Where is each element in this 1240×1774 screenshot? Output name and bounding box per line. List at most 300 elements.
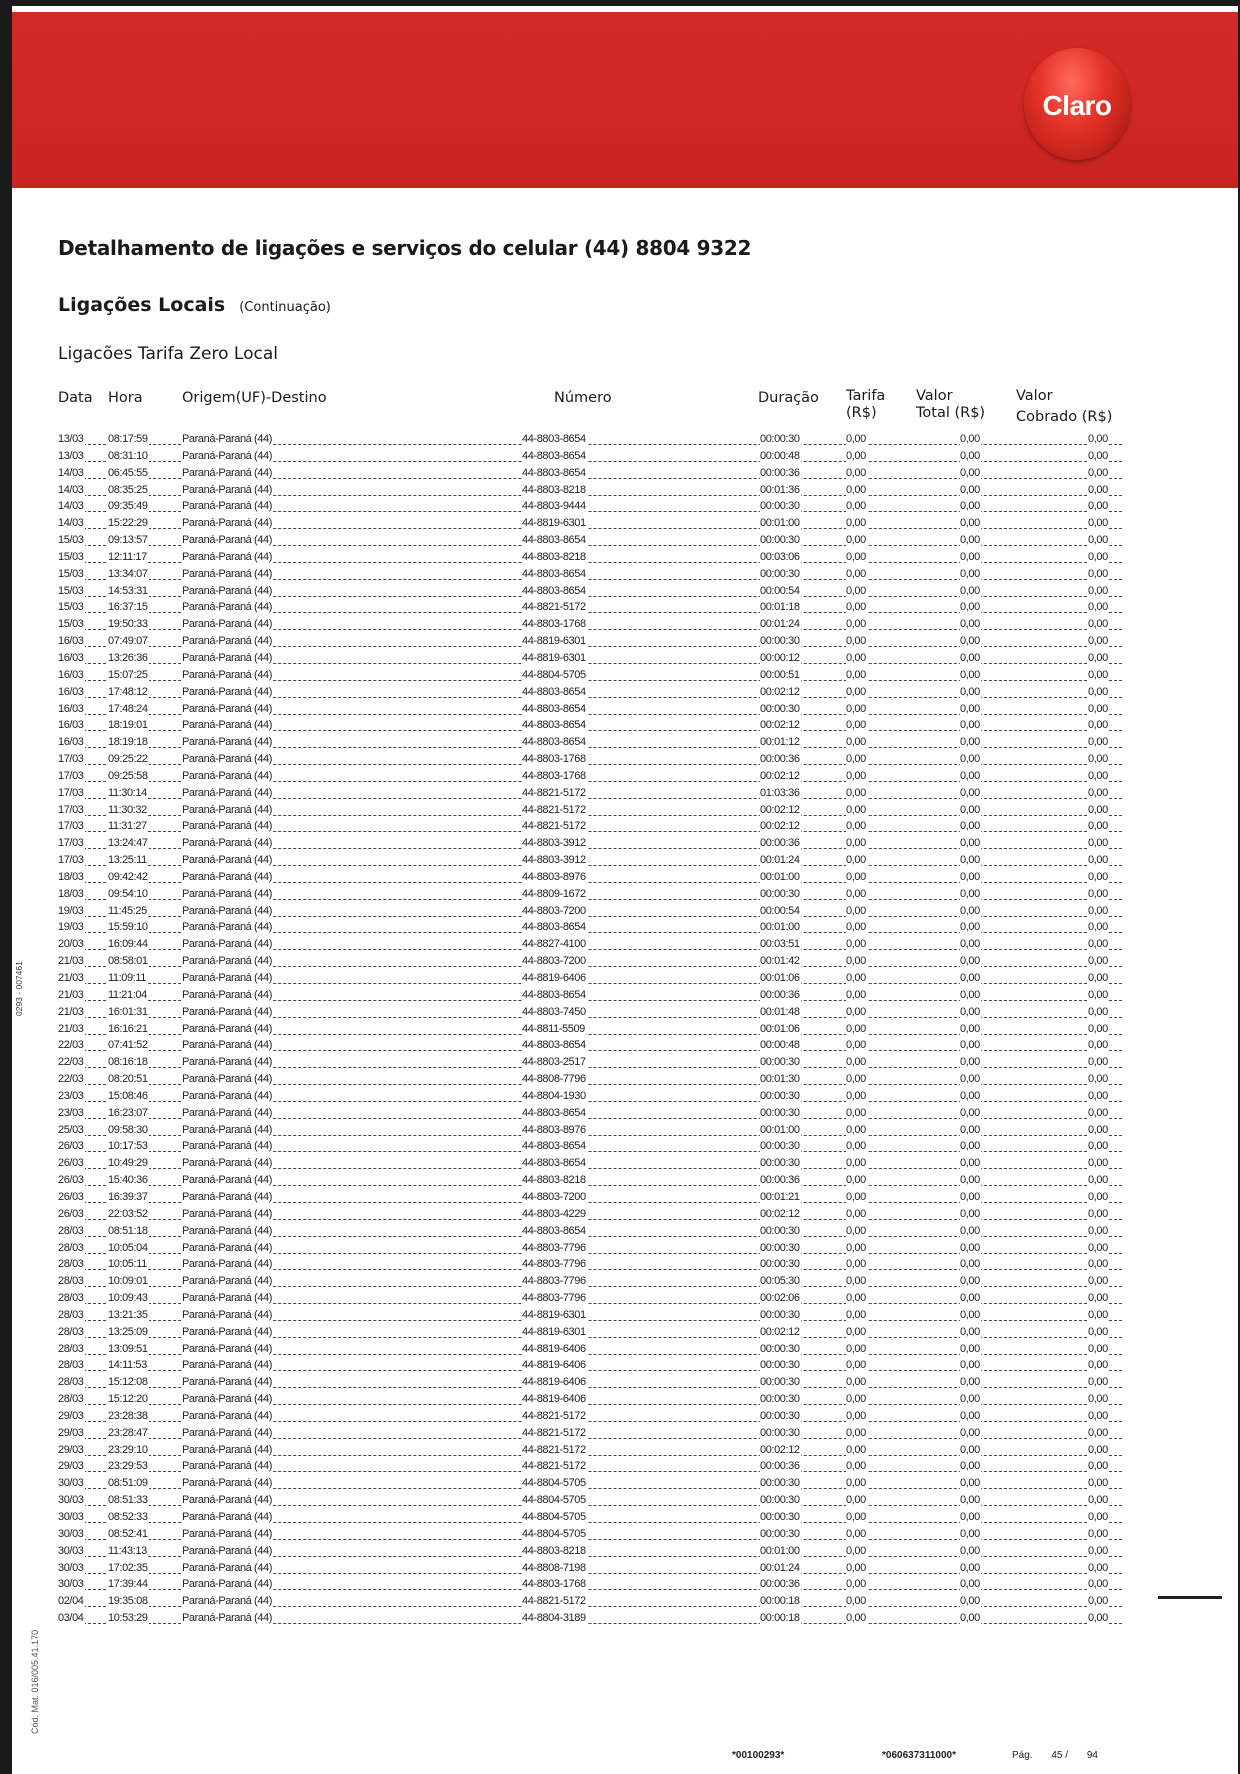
cell-number: 44-8803-8218 bbox=[522, 1174, 586, 1187]
cell-number: 44-8803-8654 bbox=[522, 534, 586, 547]
cell-tariff: 0,00 bbox=[846, 753, 866, 766]
cell-charged: 0,00 bbox=[1088, 887, 1108, 900]
cell-tariff: 0,00 bbox=[846, 1595, 866, 1608]
table-row bbox=[12, 516, 1238, 533]
cell-duration: 00:00:30 bbox=[760, 1511, 800, 1523]
cell-duration: 00:00:30 bbox=[760, 1477, 800, 1490]
cell-number: 44-8804-5705 bbox=[522, 1477, 586, 1490]
cell-origin: Paraná-Paraná (44) bbox=[182, 955, 273, 968]
cell-total: 0,00 bbox=[960, 1292, 980, 1305]
cell-charged: 0,00 bbox=[1088, 1056, 1108, 1069]
cell-time: 15:40:36 bbox=[108, 1174, 148, 1187]
table-row bbox=[12, 1358, 1238, 1375]
cell-date: 21/03 bbox=[58, 955, 84, 968]
cell-number: 44-8803-8218 bbox=[522, 483, 586, 496]
cell-date: 30/03 bbox=[58, 1527, 84, 1540]
table-row bbox=[12, 1594, 1238, 1611]
cell-number: 44-8803-8654 bbox=[522, 685, 586, 698]
cell-origin: Paraná-Paraná (44) bbox=[182, 1308, 273, 1321]
cell-total: 0,00 bbox=[960, 1207, 980, 1220]
cell-date: 29/03 bbox=[58, 1409, 84, 1422]
cell-duration: 00:00:30 bbox=[760, 702, 800, 715]
cell-duration: 00:00:30 bbox=[760, 1157, 800, 1170]
table-row bbox=[12, 1224, 1238, 1241]
cell-charged: 0,00 bbox=[1088, 1409, 1108, 1422]
cell-number: 44-8803-8218 bbox=[522, 1544, 586, 1557]
cell-number: 44-8821-5172 bbox=[522, 1595, 586, 1608]
table-row bbox=[12, 937, 1238, 954]
cell-origin: Paraná-Paraná (44) bbox=[182, 1174, 273, 1187]
table-row bbox=[12, 449, 1238, 466]
cell-time: 17:48:12 bbox=[108, 685, 148, 698]
cell-time: 09:58:30 bbox=[108, 1123, 148, 1136]
table-row bbox=[12, 1139, 1238, 1156]
cell-tariff: 0,00 bbox=[846, 618, 866, 631]
cell-tariff: 0,00 bbox=[846, 803, 866, 816]
cell-origin: Paraná-Paraná (44) bbox=[182, 1022, 273, 1035]
cell-charged: 0,00 bbox=[1088, 584, 1108, 597]
table-row bbox=[12, 668, 1238, 685]
cell-origin: Paraná-Paraná (44) bbox=[182, 837, 273, 850]
cell-origin: Paraná-Paraná (44) bbox=[182, 517, 273, 530]
cell-number: 44-8803-8654 bbox=[522, 988, 586, 1001]
cell-total: 0,00 bbox=[960, 1409, 980, 1422]
table-row bbox=[12, 971, 1238, 988]
cell-total: 0,00 bbox=[960, 1426, 980, 1439]
cell-number: 44-8803-8976 bbox=[522, 870, 586, 883]
cell-duration: 00:02:12 bbox=[760, 803, 800, 816]
cell-date: 15/03 bbox=[58, 567, 84, 580]
cell-total: 0,00 bbox=[960, 1443, 980, 1456]
cell-number: 44-8821-5172 bbox=[522, 786, 586, 799]
table-row bbox=[12, 1510, 1238, 1527]
cell-date: 30/03 bbox=[58, 1494, 84, 1507]
cell-total: 0,00 bbox=[960, 1393, 980, 1406]
cell-charged: 0,00 bbox=[1088, 1511, 1108, 1523]
cell-time: 16:23:07 bbox=[108, 1106, 148, 1119]
cell-number: 44-8803-8654 bbox=[522, 921, 586, 934]
table-row bbox=[12, 803, 1238, 820]
cell-tariff: 0,00 bbox=[846, 1359, 866, 1372]
cell-duration: 00:00:30 bbox=[760, 1056, 800, 1069]
cell-date: 18/03 bbox=[58, 870, 84, 883]
cell-time: 16:09:44 bbox=[108, 938, 148, 951]
cell-charged: 0,00 bbox=[1088, 1342, 1108, 1355]
cell-charged: 0,00 bbox=[1088, 988, 1108, 1001]
cell-date: 28/03 bbox=[58, 1393, 84, 1406]
cell-origin: Paraná-Paraná (44) bbox=[182, 449, 273, 462]
table-row bbox=[12, 1089, 1238, 1106]
cell-duration: 00:00:36 bbox=[760, 837, 800, 850]
table-row bbox=[12, 1409, 1238, 1426]
cell-duration: 00:02:12 bbox=[760, 769, 800, 782]
cell-number: 44-8803-7200 bbox=[522, 955, 586, 968]
cell-origin: Paraná-Paraná (44) bbox=[182, 1157, 273, 1170]
cell-tariff: 0,00 bbox=[846, 1073, 866, 1086]
col-date: Data bbox=[58, 390, 93, 406]
cell-time: 10:09:01 bbox=[108, 1275, 148, 1288]
table-row bbox=[12, 702, 1238, 719]
cell-time: 08:52:33 bbox=[108, 1511, 148, 1523]
cell-duration: 00:02:12 bbox=[760, 1325, 800, 1338]
cell-charged: 0,00 bbox=[1088, 1578, 1108, 1591]
cell-total: 0,00 bbox=[960, 736, 980, 749]
cell-number: 44-8803-8654 bbox=[522, 433, 586, 445]
cell-total: 0,00 bbox=[960, 1612, 980, 1625]
cell-origin: Paraná-Paraná (44) bbox=[182, 1393, 273, 1406]
cell-charged: 0,00 bbox=[1088, 1157, 1108, 1170]
cell-time: 12:11:17 bbox=[108, 550, 147, 563]
cell-charged: 0,00 bbox=[1088, 1275, 1108, 1288]
cell-origin: Paraná-Paraná (44) bbox=[182, 1140, 273, 1153]
cell-duration: 00:00:30 bbox=[760, 1527, 800, 1540]
cell-tariff: 0,00 bbox=[846, 601, 866, 614]
cell-total: 0,00 bbox=[960, 1511, 980, 1523]
cell-number: 44-8821-5172 bbox=[522, 1409, 586, 1422]
cell-date: 22/03 bbox=[58, 1073, 84, 1086]
cell-duration: 00:02:06 bbox=[760, 1292, 800, 1305]
cell-duration: 00:00:30 bbox=[760, 1089, 800, 1102]
cell-number: 44-8803-7450 bbox=[522, 1005, 586, 1018]
cell-origin: Paraná-Paraná (44) bbox=[182, 433, 273, 445]
cell-charged: 0,00 bbox=[1088, 1612, 1108, 1625]
cell-total: 0,00 bbox=[960, 938, 980, 951]
cell-origin: Paraná-Paraná (44) bbox=[182, 1325, 273, 1338]
cell-origin: Paraná-Paraná (44) bbox=[182, 601, 273, 614]
col-charged-line1: Valor bbox=[1016, 388, 1053, 404]
cell-number: 44-8804-5705 bbox=[522, 1511, 586, 1523]
cell-time: 22:03:52 bbox=[108, 1207, 148, 1220]
cell-duration: 00:01:18 bbox=[760, 601, 800, 614]
cell-origin: Paraná-Paraná (44) bbox=[182, 1595, 273, 1608]
cell-origin: Paraná-Paraná (44) bbox=[182, 1409, 273, 1422]
table-row bbox=[12, 1561, 1238, 1578]
cell-number: 44-8821-5172 bbox=[522, 803, 586, 816]
cell-time: 10:05:04 bbox=[108, 1241, 148, 1254]
cell-duration: 00:00:36 bbox=[760, 1460, 800, 1473]
cell-total: 0,00 bbox=[960, 955, 980, 968]
cell-origin: Paraná-Paraná (44) bbox=[182, 1241, 273, 1254]
cell-duration: 00:02:12 bbox=[760, 1207, 800, 1220]
col-time: Hora bbox=[108, 390, 143, 406]
cell-number: 44-8819-6406 bbox=[522, 1393, 586, 1406]
cell-number: 44-8808-7198 bbox=[522, 1561, 586, 1574]
cell-total: 0,00 bbox=[960, 1174, 980, 1187]
table-row bbox=[12, 1291, 1238, 1308]
section-note: (Continuação) bbox=[239, 300, 331, 315]
cell-total: 0,00 bbox=[960, 1056, 980, 1069]
table-row bbox=[12, 1156, 1238, 1173]
cell-origin: Paraná-Paraná (44) bbox=[182, 1460, 273, 1473]
cell-duration: 00:00:30 bbox=[760, 887, 800, 900]
cell-time: 18:19:01 bbox=[108, 719, 148, 732]
cell-tariff: 0,00 bbox=[846, 517, 866, 530]
cell-date: 15/03 bbox=[58, 618, 84, 631]
cell-duration: 00:00:54 bbox=[760, 904, 800, 917]
cell-charged: 0,00 bbox=[1088, 904, 1108, 917]
cell-date: 21/03 bbox=[58, 972, 84, 984]
cell-date: 17/03 bbox=[58, 854, 84, 867]
cell-date: 30/03 bbox=[58, 1511, 84, 1523]
cell-origin: Paraná-Paraná (44) bbox=[182, 668, 273, 681]
table-row bbox=[12, 954, 1238, 971]
cell-number: 44-8821-5172 bbox=[522, 1460, 586, 1473]
table-row bbox=[12, 1072, 1238, 1089]
cell-total: 0,00 bbox=[960, 820, 980, 833]
cell-charged: 0,00 bbox=[1088, 769, 1108, 782]
table-row bbox=[12, 634, 1238, 651]
table-row bbox=[12, 1342, 1238, 1359]
cell-date: 21/03 bbox=[58, 988, 84, 1001]
cell-tariff: 0,00 bbox=[846, 904, 866, 917]
table-row bbox=[12, 600, 1238, 617]
page-title: Detalhamento de ligações e serviços do celular (44) 8804 9322 bbox=[58, 236, 752, 260]
cell-duration: 00:00:48 bbox=[760, 449, 800, 462]
cell-charged: 0,00 bbox=[1088, 500, 1108, 513]
cell-duration: 00:00:18 bbox=[760, 1595, 800, 1608]
col-charged-line2: Cobrado (R$) bbox=[1016, 409, 1113, 425]
cell-charged: 0,00 bbox=[1088, 601, 1108, 614]
cell-origin: Paraná-Paraná (44) bbox=[182, 1039, 273, 1052]
cell-number: 44-8803-7200 bbox=[522, 904, 586, 917]
cell-duration: 00:01:24 bbox=[760, 1561, 800, 1574]
table-row bbox=[12, 1577, 1238, 1594]
cell-time: 16:16:21 bbox=[108, 1022, 148, 1035]
cell-tariff: 0,00 bbox=[846, 1409, 866, 1422]
cell-number: 44-8803-3912 bbox=[522, 837, 586, 850]
cell-number: 44-8803-8654 bbox=[522, 449, 586, 462]
cell-date: 17/03 bbox=[58, 786, 84, 799]
cell-time: 08:17:59 bbox=[108, 433, 148, 445]
cell-date: 25/03 bbox=[58, 1123, 84, 1136]
cell-origin: Paraná-Paraná (44) bbox=[182, 618, 273, 631]
cell-duration: 00:01:00 bbox=[760, 921, 800, 934]
cell-number: 44-8819-6301 bbox=[522, 635, 586, 648]
cell-duration: 00:01:00 bbox=[760, 1544, 800, 1557]
cell-date: 16/03 bbox=[58, 736, 84, 749]
cell-tariff: 0,00 bbox=[846, 921, 866, 934]
cell-total: 0,00 bbox=[960, 921, 980, 934]
cell-duration: 00:00:36 bbox=[760, 988, 800, 1001]
cell-total: 0,00 bbox=[960, 1460, 980, 1473]
cell-charged: 0,00 bbox=[1088, 921, 1108, 934]
table-row bbox=[12, 904, 1238, 921]
page-total: 94 bbox=[1086, 1750, 1098, 1761]
cell-total: 0,00 bbox=[960, 1241, 980, 1254]
cell-date: 26/03 bbox=[58, 1174, 84, 1187]
cell-charged: 0,00 bbox=[1088, 1039, 1108, 1052]
cell-origin: Paraná-Paraná (44) bbox=[182, 1207, 273, 1220]
cell-duration: 00:00:30 bbox=[760, 1241, 800, 1254]
cell-tariff: 0,00 bbox=[846, 635, 866, 648]
cell-tariff: 0,00 bbox=[846, 1342, 866, 1355]
cell-origin: Paraná-Paraná (44) bbox=[182, 719, 273, 732]
cell-total: 0,00 bbox=[960, 1140, 980, 1153]
cell-total: 0,00 bbox=[960, 972, 980, 984]
cell-date: 28/03 bbox=[58, 1292, 84, 1305]
cell-time: 11:43:13 bbox=[108, 1544, 147, 1557]
cell-time: 23:28:38 bbox=[108, 1409, 148, 1422]
cell-origin: Paraná-Paraná (44) bbox=[182, 1494, 273, 1507]
cell-charged: 0,00 bbox=[1088, 1123, 1108, 1136]
cell-charged: 0,00 bbox=[1088, 702, 1108, 715]
cell-tariff: 0,00 bbox=[846, 870, 866, 883]
cell-duration: 00:00:54 bbox=[760, 584, 800, 597]
table-row bbox=[12, 1038, 1238, 1055]
cell-origin: Paraná-Paraná (44) bbox=[182, 1005, 273, 1018]
cell-charged: 0,00 bbox=[1088, 870, 1108, 883]
cell-charged: 0,00 bbox=[1088, 550, 1108, 563]
cell-time: 13:09:51 bbox=[108, 1342, 148, 1355]
cell-total: 0,00 bbox=[960, 803, 980, 816]
cell-duration: 00:01:36 bbox=[760, 483, 800, 496]
cell-origin: Paraná-Paraná (44) bbox=[182, 887, 273, 900]
cell-date: 22/03 bbox=[58, 1056, 84, 1069]
table-row bbox=[12, 1123, 1238, 1140]
cell-origin: Paraná-Paraná (44) bbox=[182, 736, 273, 749]
cell-total: 0,00 bbox=[960, 1578, 980, 1591]
cell-charged: 0,00 bbox=[1088, 517, 1108, 530]
cell-origin: Paraná-Paraná (44) bbox=[182, 567, 273, 580]
cell-number: 44-8804-3189 bbox=[522, 1612, 586, 1625]
cell-charged: 0,00 bbox=[1088, 567, 1108, 580]
cell-number: 44-8809-1672 bbox=[522, 887, 586, 900]
cell-tariff: 0,00 bbox=[846, 550, 866, 563]
cell-charged: 0,00 bbox=[1088, 1376, 1108, 1389]
cell-time: 17:48:24 bbox=[108, 702, 148, 715]
cell-total: 0,00 bbox=[960, 1089, 980, 1102]
cell-number: 44-8804-5705 bbox=[522, 1527, 586, 1540]
cell-tariff: 0,00 bbox=[846, 1477, 866, 1490]
cell-charged: 0,00 bbox=[1088, 786, 1108, 799]
table-row bbox=[12, 1392, 1238, 1409]
cell-date: 17/03 bbox=[58, 820, 84, 833]
cell-number: 44-8804-5705 bbox=[522, 668, 586, 681]
cell-duration: 00:02:12 bbox=[760, 820, 800, 833]
cell-tariff: 0,00 bbox=[846, 1106, 866, 1119]
cell-charged: 0,00 bbox=[1088, 736, 1108, 749]
cell-origin: Paraná-Paraná (44) bbox=[182, 1527, 273, 1540]
table-row bbox=[12, 1426, 1238, 1443]
cell-number: 44-8803-2517 bbox=[522, 1056, 586, 1069]
cell-origin: Paraná-Paraná (44) bbox=[182, 803, 273, 816]
control-code: 0293 - 007461 bbox=[14, 961, 24, 1016]
cell-total: 0,00 bbox=[960, 1224, 980, 1237]
cell-origin: Paraná-Paraná (44) bbox=[182, 1073, 273, 1086]
table-row bbox=[12, 533, 1238, 550]
cell-charged: 0,00 bbox=[1088, 1022, 1108, 1035]
cell-charged: 0,00 bbox=[1088, 433, 1108, 445]
cell-date: 21/03 bbox=[58, 1022, 84, 1035]
cell-tariff: 0,00 bbox=[846, 1494, 866, 1507]
cell-date: 13/03 bbox=[58, 433, 84, 445]
cell-date: 28/03 bbox=[58, 1342, 84, 1355]
cell-date: 16/03 bbox=[58, 651, 84, 664]
cell-duration: 00:00:30 bbox=[760, 1140, 800, 1153]
cell-tariff: 0,00 bbox=[846, 1005, 866, 1018]
cell-tariff: 0,00 bbox=[846, 651, 866, 664]
table-row bbox=[12, 651, 1238, 668]
cell-charged: 0,00 bbox=[1088, 668, 1108, 681]
cell-tariff: 0,00 bbox=[846, 938, 866, 951]
cell-number: 44-8803-8654 bbox=[522, 1140, 586, 1153]
cell-tariff: 0,00 bbox=[846, 483, 866, 496]
cell-date: 02/04 bbox=[58, 1595, 84, 1608]
cell-total: 0,00 bbox=[960, 854, 980, 867]
cell-tariff: 0,00 bbox=[846, 1174, 866, 1187]
cell-total: 0,00 bbox=[960, 1477, 980, 1490]
subsection-heading: Ligacões Tarifa Zero Local bbox=[58, 344, 278, 364]
cell-number: 44-8803-1768 bbox=[522, 769, 586, 782]
cell-number: 44-8803-8654 bbox=[522, 466, 586, 479]
col-tariff-line1: Tarifa bbox=[846, 388, 886, 404]
cell-origin: Paraná-Paraná (44) bbox=[182, 972, 273, 984]
cell-tariff: 0,00 bbox=[846, 955, 866, 968]
table-row bbox=[12, 819, 1238, 836]
cell-date: 29/03 bbox=[58, 1460, 84, 1473]
cell-date: 18/03 bbox=[58, 887, 84, 900]
cell-duration: 00:00:30 bbox=[760, 1308, 800, 1321]
cell-origin: Paraná-Paraná (44) bbox=[182, 1359, 273, 1372]
cell-tariff: 0,00 bbox=[846, 1089, 866, 1102]
table-row bbox=[12, 483, 1238, 500]
cell-tariff: 0,00 bbox=[846, 500, 866, 513]
cell-time: 10:53:29 bbox=[108, 1612, 148, 1625]
cell-tariff: 0,00 bbox=[846, 820, 866, 833]
cell-number: 44-8803-1768 bbox=[522, 1578, 586, 1591]
table-row bbox=[12, 786, 1238, 803]
cell-tariff: 0,00 bbox=[846, 1056, 866, 1069]
cell-total: 0,00 bbox=[960, 651, 980, 664]
cell-origin: Paraná-Paraná (44) bbox=[182, 854, 273, 867]
cell-total: 0,00 bbox=[960, 1106, 980, 1119]
col-origin: Origem(UF)-Destino bbox=[182, 390, 327, 406]
cell-time: 13:26:36 bbox=[108, 651, 148, 664]
cell-origin: Paraná-Paraná (44) bbox=[182, 1190, 273, 1203]
cell-total: 0,00 bbox=[960, 500, 980, 513]
cell-origin: Paraná-Paraná (44) bbox=[182, 1578, 273, 1591]
cell-date: 28/03 bbox=[58, 1325, 84, 1338]
table-row bbox=[12, 1308, 1238, 1325]
cell-tariff: 0,00 bbox=[846, 1190, 866, 1203]
cell-date: 17/03 bbox=[58, 837, 84, 850]
material-code: Cód. Mat. 016/005.41.170 bbox=[30, 1629, 40, 1734]
cell-total: 0,00 bbox=[960, 1359, 980, 1372]
cell-number: 44-8803-8654 bbox=[522, 584, 586, 597]
cell-duration: 00:01:21 bbox=[760, 1190, 800, 1203]
cell-time: 17:02:35 bbox=[108, 1561, 148, 1574]
cell-number: 44-8803-7200 bbox=[522, 1190, 586, 1203]
cell-total: 0,00 bbox=[960, 685, 980, 698]
cell-time: 06:45:55 bbox=[108, 466, 148, 479]
cell-number: 44-8803-8654 bbox=[522, 702, 586, 715]
cell-date: 19/03 bbox=[58, 921, 84, 934]
cell-time: 16:01:31 bbox=[108, 1005, 148, 1018]
cell-origin: Paraná-Paraná (44) bbox=[182, 534, 273, 547]
cell-time: 19:35:08 bbox=[108, 1595, 148, 1608]
table-row bbox=[12, 1022, 1238, 1039]
cell-total: 0,00 bbox=[960, 1073, 980, 1086]
cell-total: 0,00 bbox=[960, 449, 980, 462]
cell-charged: 0,00 bbox=[1088, 635, 1108, 648]
cell-charged: 0,00 bbox=[1088, 1241, 1108, 1254]
cell-date: 28/03 bbox=[58, 1258, 84, 1271]
cell-origin: Paraná-Paraná (44) bbox=[182, 1258, 273, 1271]
cell-number: 44-8804-1930 bbox=[522, 1089, 586, 1102]
cell-date: 30/03 bbox=[58, 1544, 84, 1557]
cell-charged: 0,00 bbox=[1088, 618, 1108, 631]
cell-origin: Paraná-Paraná (44) bbox=[182, 1511, 273, 1523]
